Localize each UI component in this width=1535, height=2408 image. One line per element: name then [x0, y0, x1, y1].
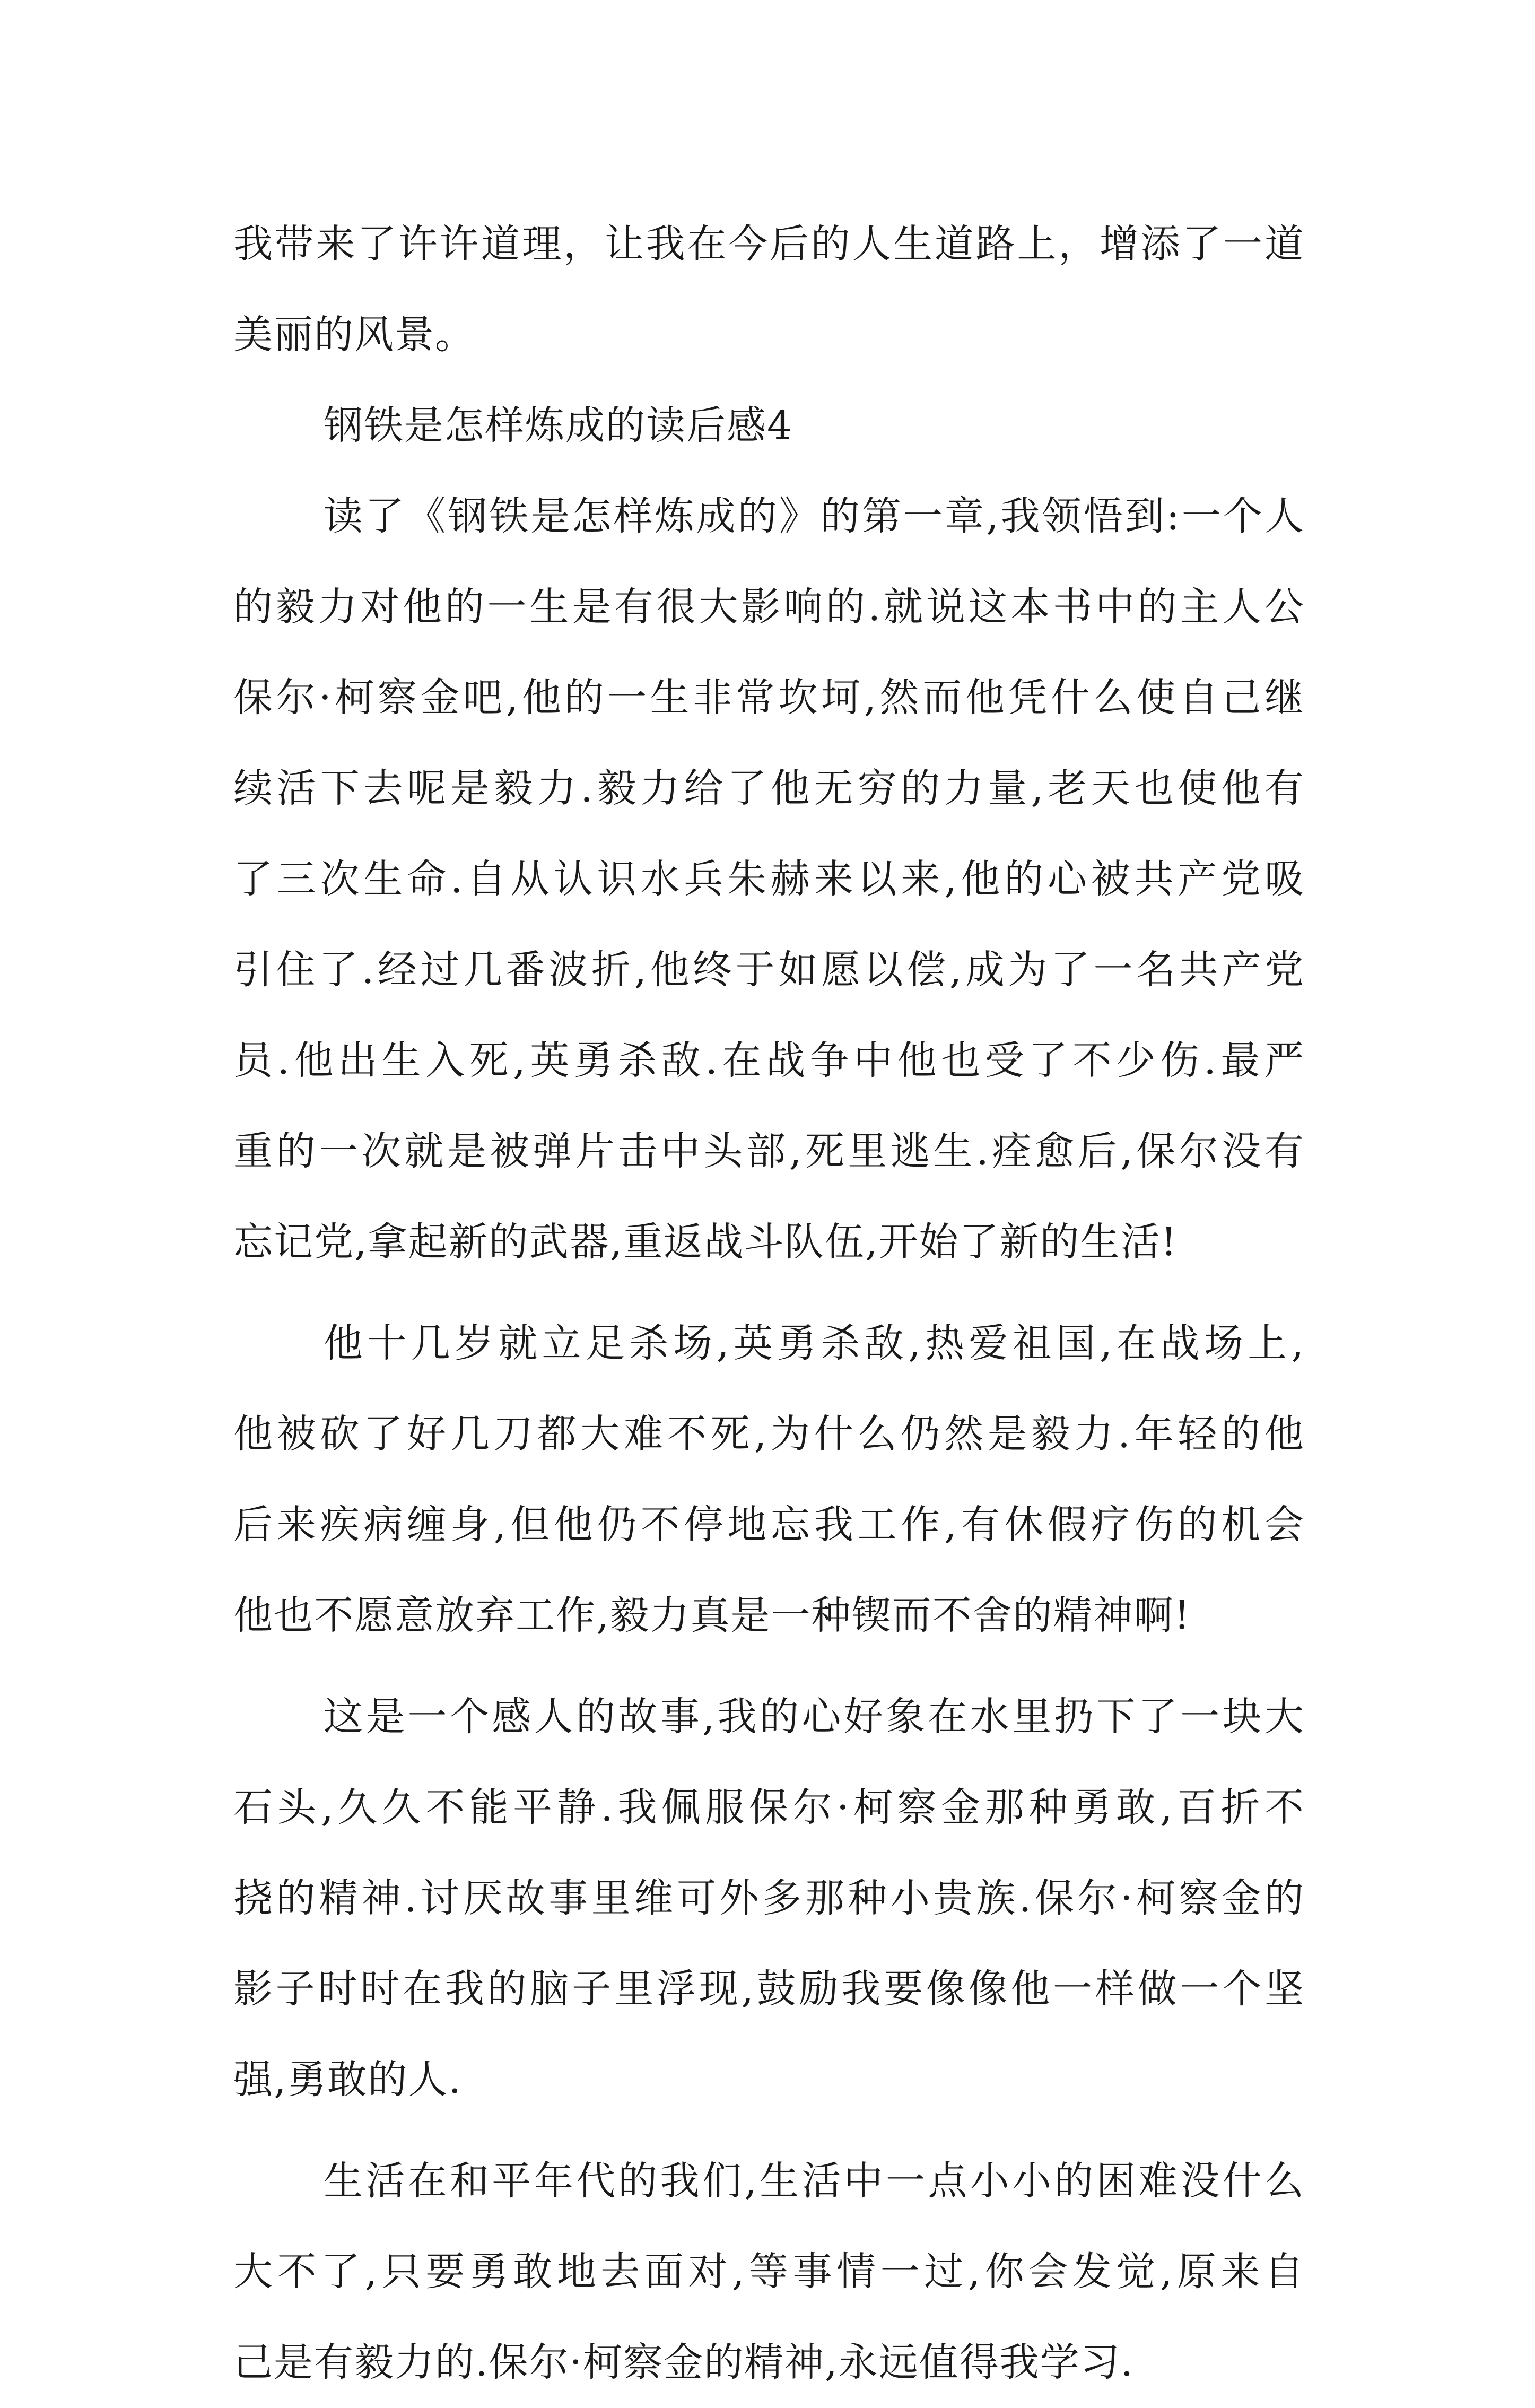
- text-line: 读了《钢铁是怎样炼成的》的第一章,我领悟到:一个人: [324, 493, 1305, 539]
- text-line: 后来疾病缠身,但他仍不停地忘我工作,有休假疗伤的机会: [233, 1502, 1305, 1548]
- text-line: 重的一次就是被弹片击中头部,死里逃生.痊愈后,保尔没有: [233, 1128, 1305, 1174]
- text-line: 影子时时在我的脑子里浮现,鼓励我要像像他一样做一个坚: [233, 1966, 1305, 2012]
- paragraph-gap: [233, 1288, 1305, 1298]
- text-line: 员.他出生入死,英勇杀敌.在战争中他也受了不少伤.最严: [233, 1038, 1305, 1083]
- text-line: 生活在和平年代的我们,生活中一点小小的困难没什么: [324, 2158, 1305, 2204]
- text-line: 保尔·柯察金吧,他的一生非常坎坷,然而他凭什么使自己继: [233, 675, 1305, 720]
- text-line: 这是一个感人的故事,我的心好象在水里扔下了一块大: [324, 1694, 1305, 1740]
- text-line: 他也不愿意放弃工作,毅力真是一种锲而不舍的精神啊!: [233, 1593, 1191, 1638]
- text-line: 美丽的风景。: [233, 312, 475, 358]
- paragraph: [233, 471, 1305, 1288]
- text-line: 的毅力对他的一生是有很大影响的.就说这本书中的主人公: [233, 584, 1305, 630]
- paragraph-gap: [233, 1661, 1305, 1672]
- heading-text: 钢铁是怎样炼成的读后感4: [324, 403, 793, 448]
- text-line: 石头,久久不能平静.我佩服保尔·柯察金那种勇敢,百折不: [233, 1785, 1305, 1830]
- paragraph: [233, 1672, 1305, 2125]
- text-line: 大不了,只要勇敢地去面对,等事情一过,你会发觉,原来自: [233, 2249, 1305, 2294]
- paragraph: [233, 1298, 1305, 1661]
- text-line: 他十几岁就立足杀场,英勇杀敌,热爱祖国,在战场上,: [324, 1320, 1305, 1366]
- section-heading: [233, 380, 1305, 471]
- paragraph-continuation: [233, 199, 1305, 380]
- text-line: 己是有毅力的.保尔·柯察金的精神,永远值得我学习.: [233, 2340, 1135, 2385]
- text-line: 他被砍了好几刀都大难不死,为什么仍然是毅力.年轻的他: [233, 1411, 1305, 1457]
- document-body: [233, 199, 1305, 2408]
- text-line: 强,勇敢的人.: [233, 2057, 463, 2102]
- text-line: 挠的精神.讨厌故事里维可外多那种小贵族.保尔·柯察金的: [233, 1875, 1305, 1921]
- text-line: 我带来了许许道理，让我在今后的人生道路上，增添了一道: [233, 221, 1305, 267]
- text-line: 引住了.经过几番波折,他终于如愿以偿,成为了一名共产党: [233, 947, 1305, 993]
- text-line: 忘记党,拿起新的武器,重返战斗队伍,开始了新的生活!: [233, 1219, 1178, 1265]
- paragraph: [233, 2136, 1305, 2408]
- text-line: 了三次生命.自从认识水兵朱赫来以来,他的心被共产党吸: [233, 856, 1305, 902]
- text-line: 续活下去呢是毅力.毅力给了他无穷的力量,老天也使他有: [233, 766, 1305, 811]
- paragraph-gap: [233, 2125, 1305, 2136]
